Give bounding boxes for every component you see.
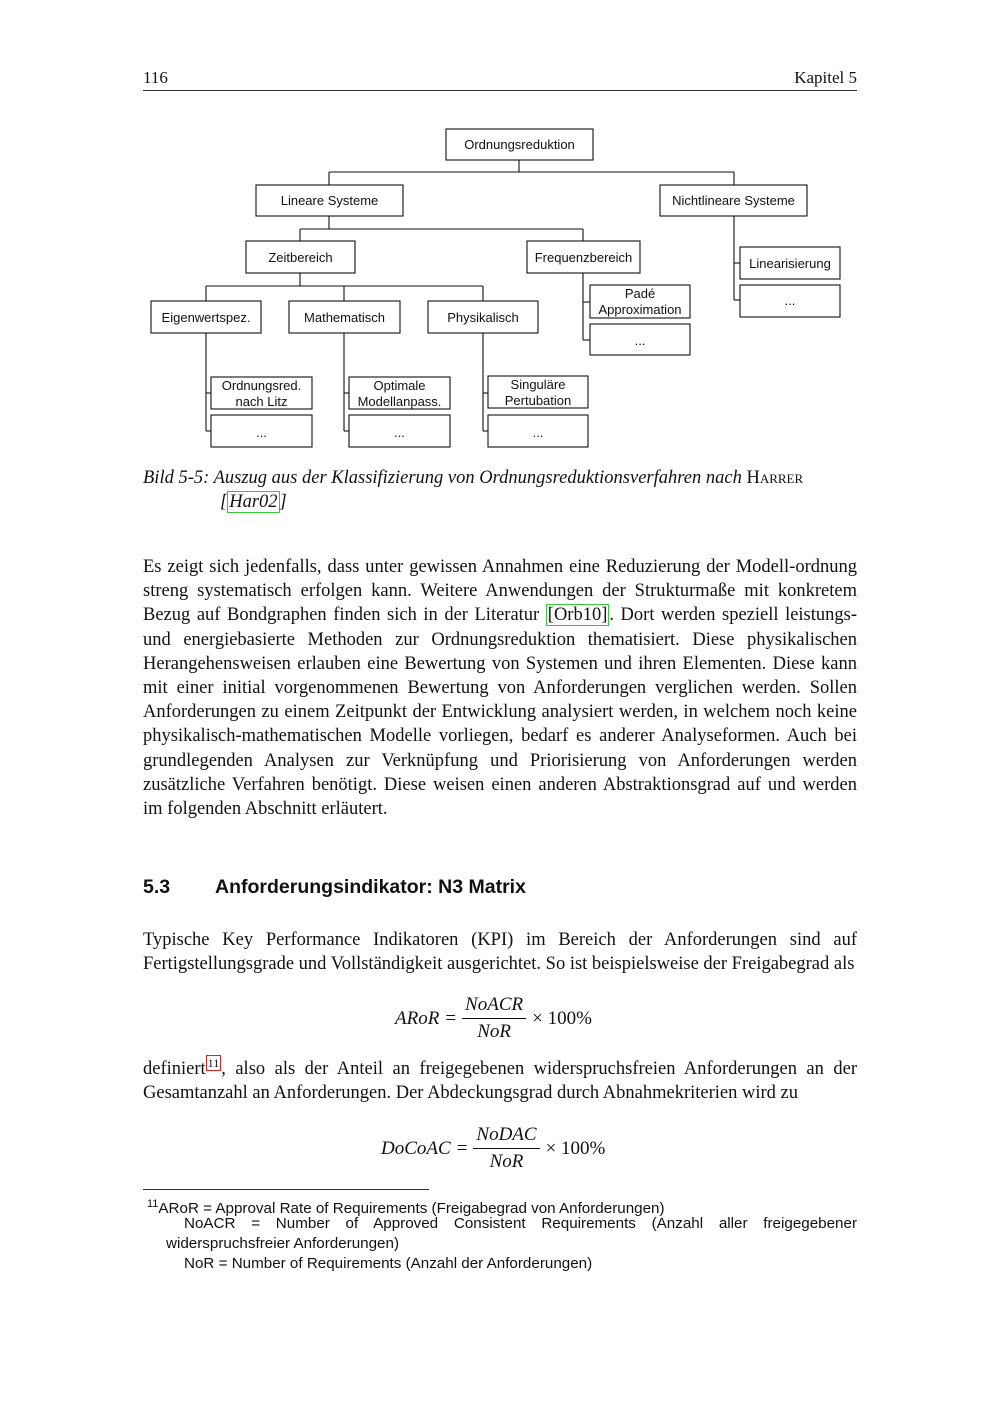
section-title: Anforderungsindikator: N3 Matrix — [215, 876, 526, 898]
paragraph-3-word: definiert — [143, 1059, 206, 1079]
section-heading — [143, 876, 526, 899]
paragraph-1-part1: Es zeigt sich jedenfalls, dass unter gewissen Annahmen eine Reduzierung der Modell-ordnung streng systematisch erfolgen kann. Weitere Anwendungen der Strukturmaße mit konkretem Bezug auf Bondgraphen finden sich in der Literatur — [143, 557, 857, 626]
paragraph-1-part2: . Dort werden speziell leistungs- und energiebasierte Methoden zur Ordnungsreduktion thematisiert. Diese physikalischen Herangehensweisen erlauben eine Bewertung von Systemen und ihren Elementen. Diese kann mit einer initial vorgenommenen Bewertung von Anforderungen verglichen werden. Sollen Anforderungen zu einem Zeitpunkt der Entwicklung analysiert werden, in welchem noch keine physikalisch-mathematischen Modelle vorliegen, bedarf es anderer Analyseformen. Auch bei grundlegenden Analysen zur Verknüpfung und Priorisierung von Anforderungen werden zusätzliche Verfahren benötigt. Diese weisen einen anderen Abstraktionsgrad auf und werden im folgenden Abschnitt erläutert. — [143, 605, 858, 820]
footnote-line-2: NoACR = Number of Approved Consistent Requirements (Anzahl aller freigegebener widerspruchsfreier Anforderungen) — [166, 1215, 857, 1252]
running-head: Kapitel 5 — [794, 68, 857, 87]
caption-author: Harrer — [746, 468, 804, 488]
footnote-line-1-text: ARoR = Approval Rate of Requirements (Freigabegrad von Anforderungen) — [158, 1200, 665, 1218]
paragraph-3 — [143, 1057, 857, 1105]
label-nichtlineare-systeme: Nichtlineare Systeme — [672, 193, 795, 208]
paragraph-1 — [143, 555, 857, 821]
label-frequenzbereich: Frequenzbereich — [534, 250, 633, 265]
footnote-line-3: NoR = Number of Requirements (Anzahl der Anforderungen) — [184, 1255, 593, 1272]
label-optimal-line1: Optimale — [373, 378, 426, 393]
equation-docoac-fraction — [473, 1124, 539, 1173]
label-physikalisch: Physikalisch — [447, 310, 519, 325]
paragraph-3-text: , also als der Anteil an freigegebenen widerspruchsfreien Anforderungen an der Gesamtanzahl an Anforderungen. Der Abdeckungsgrad durch Abnahmekriterien wird zu — [143, 1059, 857, 1104]
label-ordnungsreduktion: Ordnungsreduktion — [464, 137, 575, 152]
label-pade-line2: Approximation — [598, 302, 682, 317]
citation-orb10[interactable]: [Orb10] — [547, 605, 608, 626]
citation-har02[interactable]: Har02 — [229, 492, 278, 512]
caption-label: Bild 5-5 — [143, 468, 204, 488]
label-zeitbereich: Zeitbereich — [268, 250, 333, 265]
label-mathematisch: Mathematisch — [304, 310, 385, 325]
paragraph-2: Typische Key Performance Indikatoren (KPI) im Bereich der Anforderungen sind auf Fertigstellungsgrade und Vollständigkeit ausgerichtet. So ist beispielsweise der Freigabegrad als — [143, 930, 857, 975]
label-ellipsis: ... — [784, 293, 796, 308]
classification-diagram — [0, 0, 1000, 460]
label-optimal-line2: Modellanpass. — [357, 394, 442, 409]
equation-aror-lhs: ARoR — [395, 1007, 440, 1029]
figure-caption: Bild 5-5: Auszug aus der Klassifizierung von Ordnungsreduktionsverfahren nach Harrer [ Har02 ] — [143, 468, 804, 512]
label-ellipsis: ... — [256, 425, 267, 440]
label-ellipsis: ... — [634, 333, 646, 348]
equation-aror-denominator: NoR — [477, 1021, 511, 1042]
label-singular-line1: Singuläre — [510, 377, 566, 392]
label-ellipsis: ... — [532, 425, 544, 440]
label-litz-line2: nach Litz — [235, 394, 288, 409]
caption-bracket-close: ] — [279, 492, 287, 512]
label-pade-line1: Padé — [624, 286, 656, 301]
label-singular-line2: Pertubation — [504, 393, 572, 408]
label-linearisierung: Linearisierung — [749, 256, 831, 271]
label-eigenwertspez: Eigenwertspez. — [161, 310, 251, 325]
equation-docoac-equals: = — [456, 1137, 468, 1159]
label-ellipsis: ... — [394, 425, 405, 440]
equation-docoac-lhs: DoCoAC — [381, 1137, 451, 1159]
equation-aror-numerator: NoACR — [462, 994, 526, 1019]
label-lineare-systeme: Lineare Systeme — [280, 193, 379, 208]
footnote-mark: 11 — [147, 1198, 159, 1210]
page-number: 116 — [143, 68, 168, 87]
equation-docoac-denominator: NoR — [489, 1151, 524, 1172]
equation-docoac-rhs: × 100% — [545, 1137, 606, 1159]
section-number: 5.3 — [143, 876, 171, 898]
caption-bracket-open: [ — [220, 492, 228, 512]
equation-aror-fraction — [462, 994, 526, 1043]
caption-text: Auszug aus der Klassifizierung von Ordnungsreduktionsverfahren nach — [213, 468, 742, 488]
label-litz-line1: Ordnungsred. — [221, 378, 302, 393]
footnote-rule — [143, 1189, 429, 1190]
footnote-reference[interactable]: 11 — [207, 1055, 220, 1070]
equation-docoac — [381, 1124, 605, 1173]
equation-docoac-numerator: NoDAC — [473, 1124, 539, 1149]
equation-aror-rhs: × 100% — [532, 1007, 592, 1029]
equation-aror-equals: = — [445, 1007, 457, 1029]
equation-aror — [395, 994, 592, 1043]
